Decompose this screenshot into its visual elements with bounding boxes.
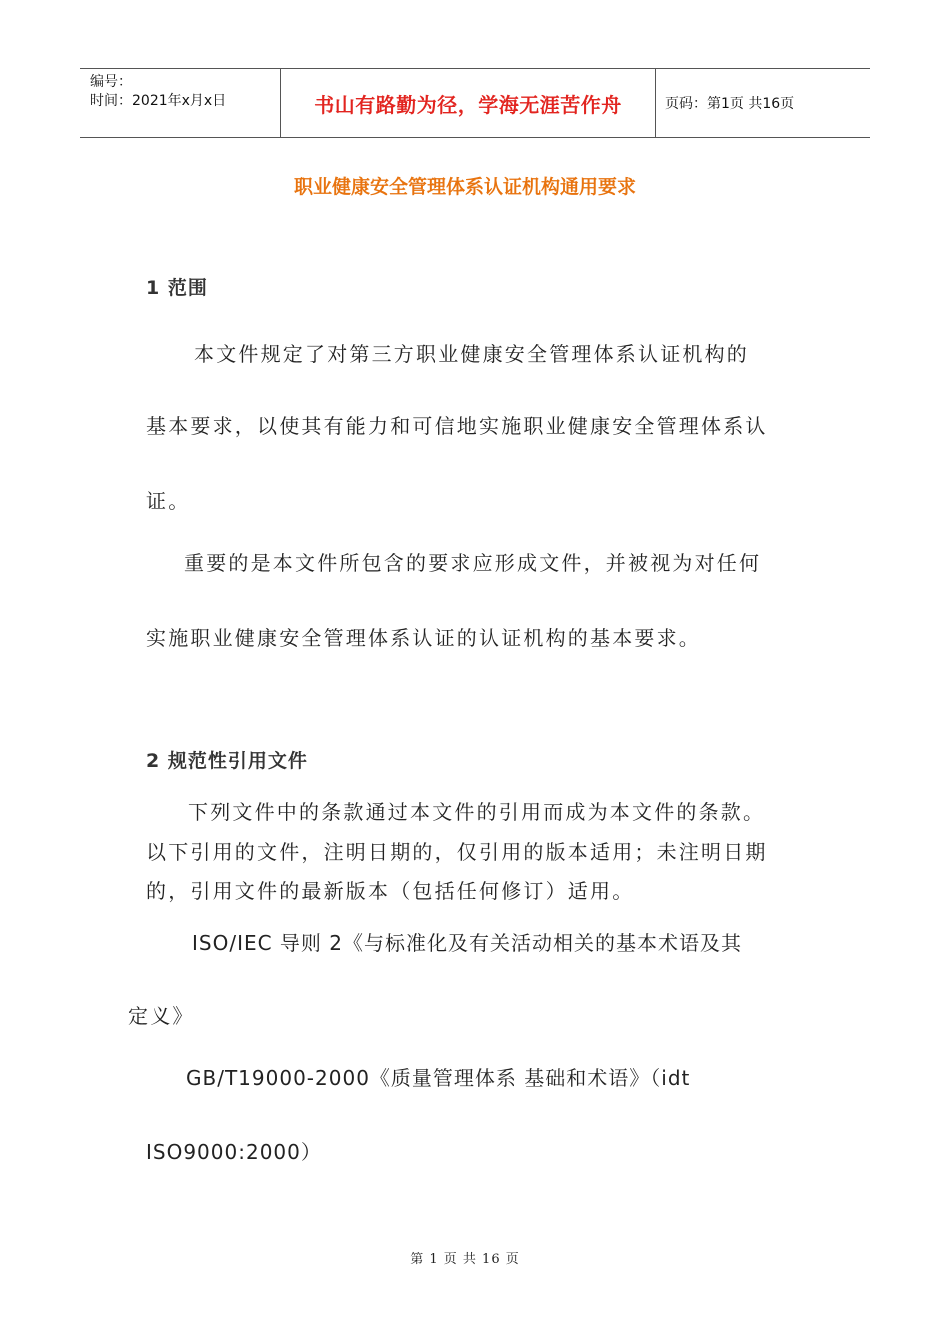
section-2-line-2: 以下引用的文件，注明日期的，仅引用的版本适用；未注明日期 — [146, 840, 768, 864]
section-1-line-2: 基本要求，以使其有能力和可信地实施职业健康安全管理体系认 — [146, 414, 768, 438]
header-page-info: 页码：第1页 共16页 — [665, 96, 795, 112]
section-2-line-1: 下列文件中的条款通过本文件的引用而成为本文件的条款。 — [188, 800, 766, 824]
header-motto: 书山有路勤为径，学海无涯苦作舟 — [314, 92, 622, 117]
page-footer: 第 1 页 共 16 页 — [410, 1252, 520, 1267]
section-2-line-7: ISO9000:2000） — [146, 1140, 322, 1164]
section-heading-normative-references: 2 规范性引用文件 — [146, 750, 308, 772]
document-title: 职业健康安全管理体系认证机构通用要求 — [293, 176, 636, 198]
header-time-label: 时间：2021年x月x日 — [90, 93, 227, 109]
header-motto-cell — [280, 69, 656, 137]
page-header — [80, 68, 870, 138]
section-heading-scope: 1 范围 — [146, 277, 208, 299]
section-2-line-6: GB/T19000-2000《质量管理体系 基础和术语》（idt — [186, 1066, 691, 1090]
section-1-line-4: 重要的是本文件所包含的要求应形成文件，并被视为对任何 — [184, 551, 762, 575]
section-2-line-3: 的，引用文件的最新版本（包括任何修订）适用。 — [146, 879, 635, 903]
section-2-line-5: 定义》 — [128, 1004, 195, 1028]
section-2-line-4: ISO/IEC 导则 2《与标准化及有关活动相关的基本术语及其 — [192, 931, 743, 955]
section-1-line-3: 证。 — [146, 489, 191, 513]
header-number-label: 编号： — [90, 74, 132, 90]
header-meta — [80, 69, 280, 137]
section-1-line-1: 本文件规定了对第三方职业健康安全管理体系认证机构的 — [194, 342, 749, 366]
section-1-line-5: 实施职业健康安全管理体系认证的认证机构的基本要求。 — [146, 626, 701, 650]
